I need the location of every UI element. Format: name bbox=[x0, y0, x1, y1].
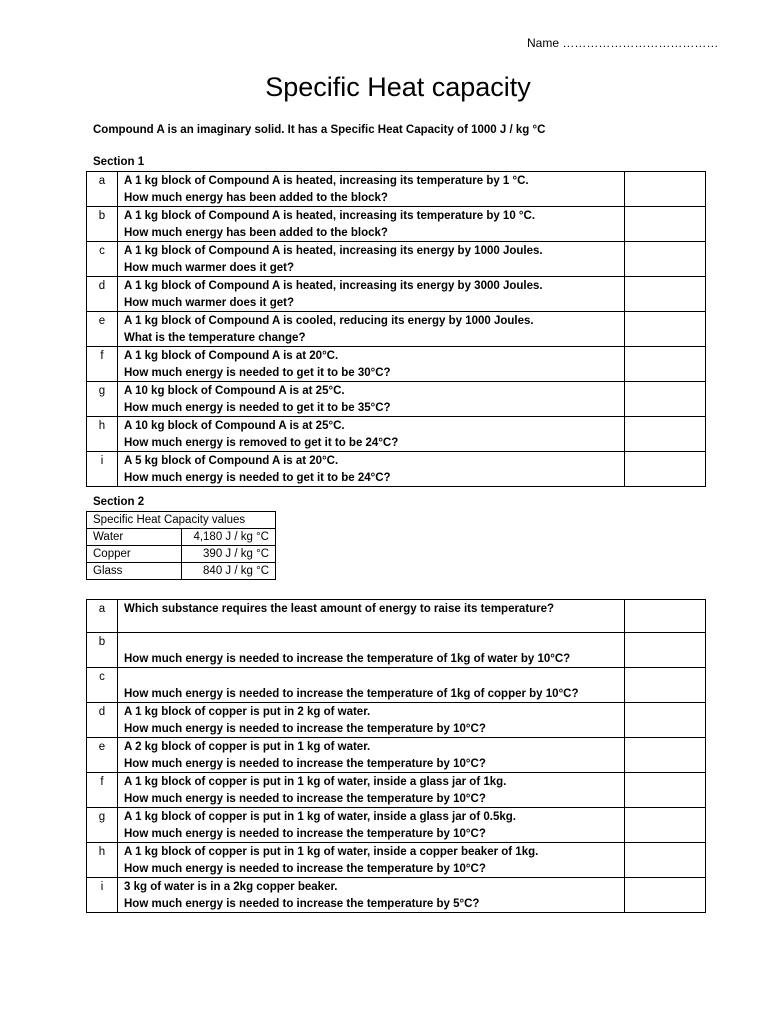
question-letter: d bbox=[87, 703, 118, 738]
question-row bbox=[87, 172, 706, 207]
question-letter: f bbox=[87, 347, 118, 382]
answer-box[interactable] bbox=[625, 417, 706, 452]
question-row bbox=[87, 600, 706, 633]
question-line-1 bbox=[124, 634, 618, 651]
question-line-1: 3 kg of water is in a 2kg copper beaker. bbox=[124, 881, 338, 893]
answer-box[interactable] bbox=[625, 312, 706, 347]
question-letter: e bbox=[87, 738, 118, 773]
question-letter: a bbox=[87, 600, 118, 633]
question-letter: i bbox=[87, 452, 118, 487]
question-row bbox=[87, 633, 706, 668]
question-line-2: How much energy is needed to get it to be 24°C? bbox=[124, 471, 391, 484]
answer-box[interactable] bbox=[625, 600, 706, 633]
section-2-label: Section 2 bbox=[93, 496, 145, 508]
question-row bbox=[87, 417, 706, 452]
question-letter: i bbox=[87, 878, 118, 913]
specific-heat-capacity-table bbox=[86, 511, 276, 580]
question-letter: a bbox=[87, 172, 118, 207]
question-line-1 bbox=[124, 669, 618, 686]
question-line-1: A 10 kg block of Compound A is at 25°C. bbox=[124, 420, 345, 432]
question-row bbox=[87, 738, 706, 773]
question-line-1: A 1 kg block of Compound A is heated, increasing its energy by 3000 Joules. bbox=[124, 280, 543, 292]
answer-box[interactable] bbox=[625, 207, 706, 242]
shc-row-glass bbox=[87, 563, 276, 580]
question-line-2: What is the temperature change? bbox=[124, 331, 306, 344]
question-text bbox=[118, 417, 625, 452]
question-text bbox=[118, 668, 625, 703]
question-letter: f bbox=[87, 773, 118, 808]
question-text bbox=[118, 207, 625, 242]
question-letter: b bbox=[87, 207, 118, 242]
question-text bbox=[118, 843, 625, 878]
page-title: Specific Heat capacity bbox=[265, 72, 531, 102]
question-line-2: How much energy is needed to get it to be 35°C? bbox=[124, 401, 391, 414]
shc-substance: Water bbox=[87, 529, 182, 546]
shc-table-header-row bbox=[87, 512, 276, 529]
answer-box[interactable] bbox=[625, 172, 706, 207]
question-line-2: How much energy has been added to the block? bbox=[124, 191, 388, 204]
question-line-2: How much energy is needed to increase the temperature by 10°C? bbox=[124, 862, 486, 875]
question-line-1: A 1 kg block of copper is put in 1 kg of water, inside a glass jar of 0.5kg. bbox=[124, 811, 516, 823]
question-text bbox=[118, 773, 625, 808]
question-line-1: A 1 kg block of Compound A is cooled, reducing its energy by 1000 Joules. bbox=[124, 315, 534, 327]
shc-row-water bbox=[87, 529, 276, 546]
question-text bbox=[118, 878, 625, 913]
shc-value: 390 J / kg °C bbox=[181, 546, 276, 563]
question-text bbox=[118, 600, 625, 633]
question-text bbox=[118, 277, 625, 312]
question-line-1: A 1 kg block of Compound A is heated, increasing its temperature by 10 °C. bbox=[124, 210, 536, 222]
question-line-2: How much energy has been added to the block? bbox=[124, 226, 388, 239]
question-letter: g bbox=[87, 382, 118, 417]
question-letter: c bbox=[87, 668, 118, 703]
question-line-1: A 1 kg block of copper is put in 1 kg of water, inside a glass jar of 1kg. bbox=[124, 776, 507, 788]
shc-row-copper bbox=[87, 546, 276, 563]
question-line-1: A 1 kg block of Compound A is heated, increasing its energy by 1000 Joules. bbox=[124, 245, 543, 257]
answer-box[interactable] bbox=[625, 843, 706, 878]
question-line-1: A 1 kg block of Compound A is at 20°C. bbox=[124, 350, 339, 362]
question-row bbox=[87, 808, 706, 843]
question-letter: g bbox=[87, 808, 118, 843]
answer-box[interactable] bbox=[625, 738, 706, 773]
question-line-2: How much energy is needed to increase the temperature by 5°C? bbox=[124, 897, 480, 910]
answer-box[interactable] bbox=[625, 242, 706, 277]
shc-table-header: Specific Heat Capacity values bbox=[87, 512, 276, 529]
question-letter: d bbox=[87, 277, 118, 312]
question-line-2: How much energy is needed to increase the temperature by 10°C? bbox=[124, 792, 486, 805]
question-letter: h bbox=[87, 417, 118, 452]
question-row bbox=[87, 878, 706, 913]
question-row bbox=[87, 382, 706, 417]
question-text bbox=[118, 242, 625, 277]
question-text bbox=[118, 808, 625, 843]
answer-box[interactable] bbox=[625, 668, 706, 703]
intro-text: Compound A is an imaginary solid. It has a Specific Heat Capacity of 1000 J / kg °C bbox=[93, 124, 546, 136]
question-row bbox=[87, 773, 706, 808]
question-text bbox=[118, 382, 625, 417]
question-text bbox=[118, 347, 625, 382]
question-line-1: A 1 kg block of copper is put in 2 kg of water. bbox=[124, 706, 371, 718]
question-line-1: A 10 kg block of Compound A is at 25°C. bbox=[124, 385, 345, 397]
question-row bbox=[87, 347, 706, 382]
question-row bbox=[87, 668, 706, 703]
question-line-2: How much energy is needed to get it to be 30°C? bbox=[124, 366, 391, 379]
shc-substance: Glass bbox=[87, 563, 182, 580]
section-1-question-table bbox=[86, 171, 706, 487]
question-text bbox=[118, 703, 625, 738]
question-line-2: How much energy is needed to increase the temperature of 1kg of water by 10°C? bbox=[124, 652, 571, 665]
answer-box[interactable] bbox=[625, 773, 706, 808]
question-row bbox=[87, 703, 706, 738]
question-letter: e bbox=[87, 312, 118, 347]
question-line-1: A 5 kg block of Compound A is at 20°C. bbox=[124, 455, 339, 467]
question-line-1: Which substance requires the least amount of energy to raise its temperature? bbox=[124, 603, 555, 615]
answer-box[interactable] bbox=[625, 808, 706, 843]
question-line-2: How much warmer does it get? bbox=[124, 296, 294, 309]
question-row bbox=[87, 452, 706, 487]
section-1-label: Section 1 bbox=[93, 156, 145, 168]
question-line-1: A 1 kg block of copper is put in 1 kg of water, inside a copper beaker of 1kg. bbox=[124, 846, 539, 858]
question-text bbox=[118, 633, 625, 668]
shc-value: 840 J / kg °C bbox=[181, 563, 276, 580]
question-letter: b bbox=[87, 633, 118, 668]
question-row bbox=[87, 312, 706, 347]
question-text bbox=[118, 738, 625, 773]
question-line-1: A 2 kg block of copper is put in 1 kg of water. bbox=[124, 741, 371, 753]
name-field-label: Name ………………………………… bbox=[527, 36, 719, 50]
question-letter: h bbox=[87, 843, 118, 878]
answer-box[interactable] bbox=[625, 878, 706, 913]
question-row bbox=[87, 207, 706, 242]
answer-box[interactable] bbox=[625, 703, 706, 738]
question-row bbox=[87, 843, 706, 878]
answer-box[interactable] bbox=[625, 633, 706, 668]
question-text bbox=[118, 312, 625, 347]
question-line-2: How much energy is needed to increase the temperature by 10°C? bbox=[124, 722, 486, 735]
question-line-2: How much energy is needed to increase the temperature of 1kg of copper by 10°C? bbox=[124, 687, 579, 700]
answer-box[interactable] bbox=[625, 277, 706, 312]
shc-value: 4,180 J / kg °C bbox=[181, 529, 276, 546]
answer-box[interactable] bbox=[625, 452, 706, 487]
question-line-2: How much warmer does it get? bbox=[124, 261, 294, 274]
shc-substance: Copper bbox=[87, 546, 182, 563]
question-line-2: How much energy is needed to increase the temperature by 10°C? bbox=[124, 827, 486, 840]
question-line-2: How much energy is removed to get it to be 24°C? bbox=[124, 436, 399, 449]
question-line-2: How much energy is needed to increase the temperature by 10°C? bbox=[124, 757, 486, 770]
answer-box[interactable] bbox=[625, 347, 706, 382]
question-row bbox=[87, 277, 706, 312]
answer-box[interactable] bbox=[625, 382, 706, 417]
question-letter: c bbox=[87, 242, 118, 277]
question-row bbox=[87, 242, 706, 277]
section-2-question-table bbox=[86, 599, 706, 913]
question-line-1: A 1 kg block of Compound A is heated, increasing its temperature by 1 °C. bbox=[124, 175, 529, 187]
question-text bbox=[118, 172, 625, 207]
question-text bbox=[118, 452, 625, 487]
